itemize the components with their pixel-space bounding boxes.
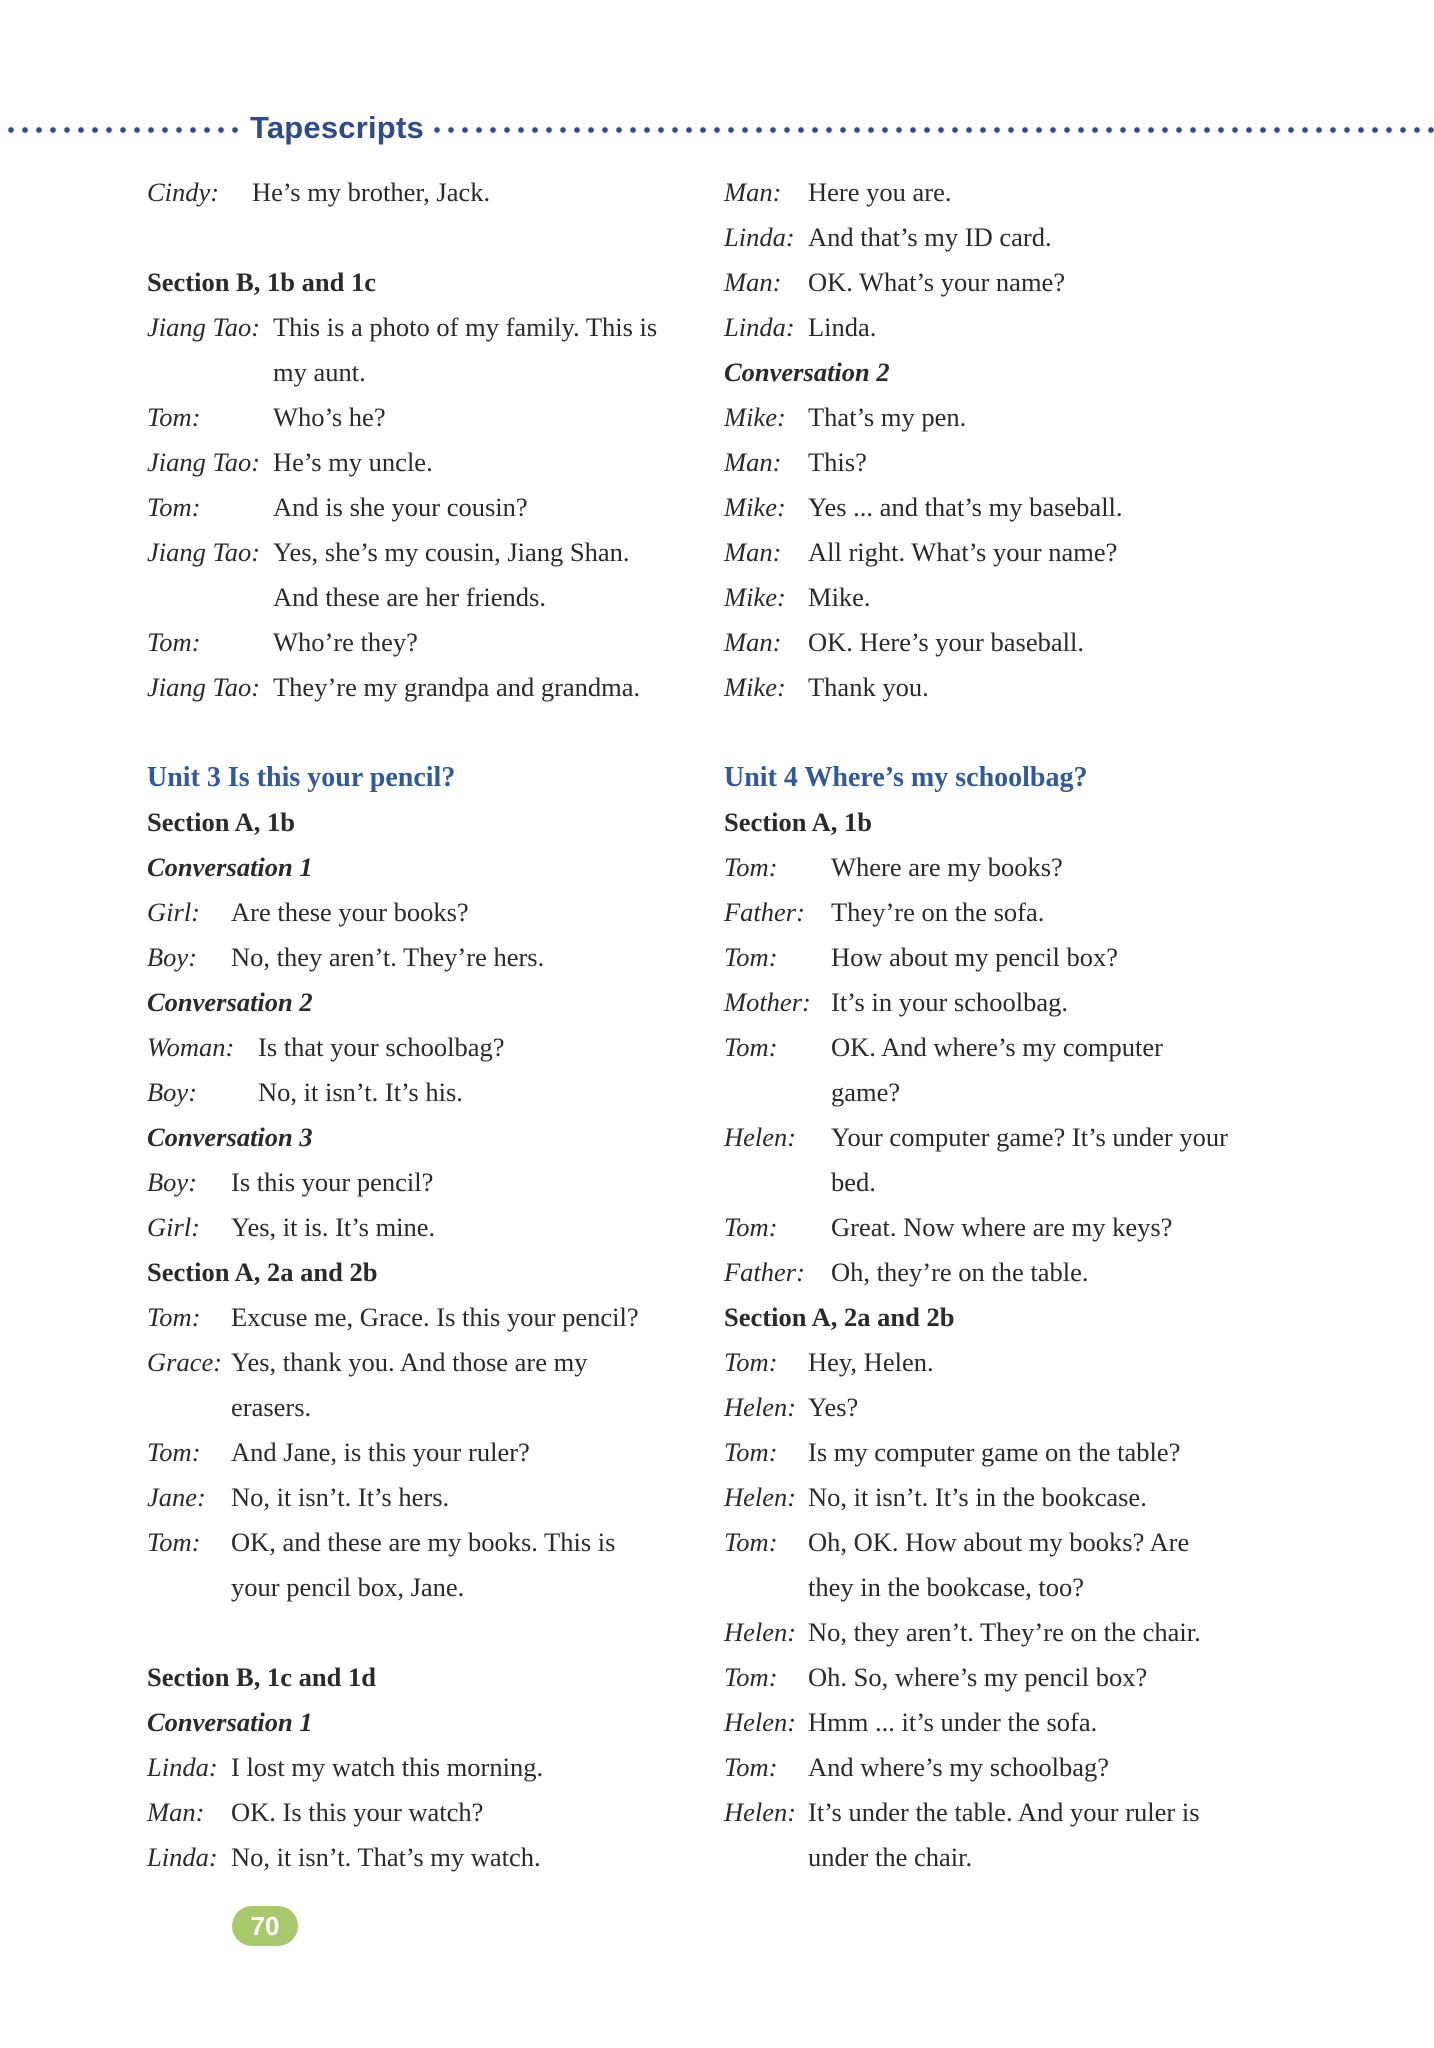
dialogue-text: OK. What’s your name? — [808, 267, 1066, 297]
spacer — [147, 215, 707, 260]
speaker-name: Man: — [724, 537, 782, 567]
dialogue-text: Who’re they? — [273, 627, 418, 657]
dialogue-line — [724, 1430, 1324, 1475]
dialogue-text: I lost my watch this morning. — [231, 1752, 544, 1782]
section-heading: Section B, 1b and 1c — [147, 267, 376, 297]
dialogue-text: How about my pencil box? — [831, 942, 1119, 972]
header-dots-left — [4, 126, 240, 134]
speaker-name: Helen: — [724, 1797, 797, 1827]
dialogue-text: Here you are. — [808, 177, 952, 207]
dialogue-text: Hey, Helen. — [808, 1347, 934, 1377]
dialogue-text: my aunt. — [273, 357, 366, 387]
speaker-name — [147, 350, 273, 395]
dialogue-text: Yes? — [808, 1392, 859, 1422]
speaker-name: Father: — [724, 1257, 805, 1287]
dialogue-line — [147, 530, 707, 575]
speaker-name: Linda: — [147, 1752, 218, 1782]
speaker-name: Helen: — [724, 1392, 797, 1422]
dialogue-text: No, they aren’t. They’re on the chair. — [808, 1617, 1201, 1647]
dialogue-line — [147, 1565, 707, 1610]
dialogue-line — [724, 575, 1324, 620]
dialogue-text: Who’s he? — [273, 402, 386, 432]
dialogue-text: Excuse me, Grace. Is this your pencil? — [231, 1302, 639, 1332]
dialogue-line — [147, 1205, 707, 1250]
dialogue-block — [724, 1340, 1324, 1880]
dialogue-line — [147, 1295, 707, 1340]
dialogue-line — [724, 260, 1324, 305]
dialogue-text: Great. Now where are my keys? — [831, 1212, 1173, 1242]
dialogue-text: OK, and these are my books. This is — [231, 1527, 616, 1557]
speaker-name: Mother: — [724, 987, 811, 1017]
dialogue-line — [724, 395, 1324, 440]
dialogue-text: Oh, they’re on the table. — [831, 1257, 1089, 1287]
dialogue-block — [724, 170, 1324, 350]
speaker-name: Boy: — [147, 942, 198, 972]
dialogue-line — [724, 215, 1324, 260]
dialogue-line — [724, 305, 1324, 350]
speaker-name: Linda: — [724, 312, 795, 342]
dialogue-line — [147, 1790, 707, 1835]
dialogue-text: Yes, it is. It’s mine. — [231, 1212, 436, 1242]
spacer — [147, 1610, 707, 1655]
dialogue-line — [724, 530, 1324, 575]
speaker-name: Mike: — [724, 492, 786, 522]
dialogue-text: He’s my brother, Jack. — [252, 177, 491, 207]
dialogue-text: erasers. — [231, 1392, 312, 1422]
speaker-name: Mike: — [724, 402, 786, 432]
speaker-name: Grace: — [147, 1347, 223, 1377]
speaker-name: Man: — [724, 447, 782, 477]
dialogue-line — [724, 440, 1324, 485]
dialogue-text: He’s my uncle. — [273, 447, 433, 477]
dialogue-block — [147, 305, 707, 710]
speaker-name: Jiang Tao: — [147, 447, 261, 477]
dialogue-line — [724, 1700, 1324, 1745]
dialogue-block — [147, 890, 707, 980]
dialogue-line — [724, 1340, 1324, 1385]
conversation-label: Conversation 2 — [724, 357, 890, 387]
dialogue-line — [724, 1385, 1324, 1430]
speaker-name: Jiang Tao: — [147, 537, 261, 567]
dialogue-line — [147, 170, 707, 215]
speaker-name: Girl: — [147, 1212, 200, 1242]
dialogue-text: No, it isn’t. It’s in the bookcase. — [808, 1482, 1147, 1512]
dialogue-line — [147, 1070, 707, 1115]
speaker-name: Mike: — [724, 582, 786, 612]
dialogue-text: your pencil box, Jane. — [231, 1572, 465, 1602]
speaker-name — [724, 1070, 831, 1115]
speaker-name: Jiang Tao: — [147, 672, 261, 702]
dialogue-text: game? — [831, 1077, 901, 1107]
speaker-name — [724, 1835, 808, 1880]
speaker-name: Linda: — [724, 222, 795, 252]
dialogue-line — [147, 1340, 707, 1385]
dialogue-text: Your computer game? It’s under your — [831, 1122, 1228, 1152]
section-heading: Section A, 2a and 2b — [147, 1257, 378, 1287]
dialogue-text: And Jane, is this your ruler? — [231, 1437, 530, 1467]
dialogue-line — [724, 1745, 1324, 1790]
dialogue-text: They’re on the sofa. — [831, 897, 1045, 927]
speaker-name: Jiang Tao: — [147, 312, 261, 342]
dialogue-text: This is a photo of my family. This is — [273, 312, 658, 342]
spacer — [724, 710, 1324, 755]
speaker-name: Tom: — [147, 1302, 201, 1332]
dialogue-line — [147, 1025, 707, 1070]
speaker-name: Tom: — [724, 1752, 778, 1782]
speaker-name: Linda: — [147, 1842, 218, 1872]
page-number: 70 — [232, 1906, 298, 1946]
dialogue-line — [147, 1430, 707, 1475]
dialogue-block — [147, 170, 707, 215]
dialogue-text: And these are her friends. — [273, 582, 546, 612]
right-column — [724, 170, 1324, 1880]
dialogue-line — [724, 1250, 1324, 1295]
speaker-name: Tom: — [147, 627, 201, 657]
header-dots-right — [430, 126, 1434, 134]
dialogue-text: It’s in your schoolbag. — [831, 987, 1068, 1017]
speaker-name: Man: — [724, 177, 782, 207]
dialogue-text: bed. — [831, 1167, 876, 1197]
left-column — [147, 170, 707, 1880]
dialogue-text: Are these your books? — [231, 897, 469, 927]
page-header — [0, 108, 1434, 148]
dialogue-block — [724, 395, 1324, 710]
speaker-name: Helen: — [724, 1482, 797, 1512]
dialogue-line — [724, 1115, 1324, 1160]
dialogue-line — [724, 1070, 1324, 1115]
dialogue-text: No, they aren’t. They’re hers. — [231, 942, 545, 972]
unit-title: Unit 3 Is this your pencil? — [147, 762, 456, 793]
speaker-name: Boy: — [147, 1077, 198, 1107]
dialogue-text: That’s my pen. — [808, 402, 967, 432]
speaker-name: Tom: — [724, 1437, 778, 1467]
dialogue-line — [147, 665, 707, 710]
dialogue-text: And is she your cousin? — [273, 492, 528, 522]
dialogue-text: OK. And where’s my computer — [831, 1032, 1163, 1062]
speaker-name: Tom: — [147, 402, 201, 432]
speaker-name: Tom: — [724, 1347, 778, 1377]
dialogue-block — [724, 845, 1324, 1295]
dialogue-text: And where’s my schoolbag? — [808, 1752, 1109, 1782]
dialogue-line — [724, 1835, 1324, 1880]
speaker-name: Tom: — [147, 1527, 201, 1557]
section-heading: Section A, 1b — [147, 807, 295, 837]
conversation-label: Conversation 1 — [147, 852, 313, 882]
dialogue-text: under the chair. — [808, 1842, 973, 1872]
dialogue-line — [724, 1655, 1324, 1700]
dialogue-text: Is this your pencil? — [231, 1167, 434, 1197]
dialogue-text: OK. Is this your watch? — [231, 1797, 484, 1827]
speaker-name: Tom: — [724, 1212, 778, 1242]
speaker-name — [724, 1160, 831, 1205]
speaker-name: Tom: — [724, 852, 778, 882]
speaker-name: Tom: — [724, 942, 778, 972]
dialogue-line — [724, 935, 1324, 980]
conversation-label: Conversation 2 — [147, 987, 313, 1017]
dialogue-line — [724, 1475, 1324, 1520]
dialogue-text: No, it isn’t. It’s his. — [258, 1077, 463, 1107]
speaker-name: Helen: — [724, 1122, 797, 1152]
dialogue-text: Yes ... and that’s my baseball. — [808, 492, 1123, 522]
dialogue-text: Hmm ... it’s under the sofa. — [808, 1707, 1098, 1737]
dialogue-text: Oh. So, where’s my pencil box? — [808, 1662, 1148, 1692]
dialogue-text: Thank you. — [808, 672, 929, 702]
dialogue-text: Yes, she’s my cousin, Jiang Shan. — [273, 537, 630, 567]
dialogue-line — [147, 485, 707, 530]
dialogue-line — [724, 1160, 1324, 1205]
dialogue-line — [147, 305, 707, 350]
speaker-name: Tom: — [724, 1662, 778, 1692]
speaker-name — [147, 1565, 231, 1610]
dialogue-line — [147, 1385, 707, 1430]
dialogue-text: Is that your schoolbag? — [258, 1032, 505, 1062]
dialogue-line — [724, 845, 1324, 890]
spacer — [147, 710, 707, 755]
dialogue-line — [724, 1025, 1324, 1070]
dialogue-text: They’re my grandpa and grandma. — [273, 672, 641, 702]
conversation-label: Conversation 1 — [147, 1707, 313, 1737]
dialogue-text: No, it isn’t. That’s my watch. — [231, 1842, 541, 1872]
section-heading: Section A, 2a and 2b — [724, 1302, 955, 1332]
dialogue-text: OK. Here’s your baseball. — [808, 627, 1084, 657]
dialogue-text: It’s under the table. And your ruler is — [808, 1797, 1200, 1827]
speaker-name: Tom: — [724, 1527, 778, 1557]
conversation-label: Conversation 3 — [147, 1122, 313, 1152]
dialogue-line — [147, 935, 707, 980]
speaker-name — [147, 575, 273, 620]
dialogue-line — [724, 620, 1324, 665]
dialogue-block — [147, 1025, 707, 1115]
speaker-name: Father: — [724, 897, 805, 927]
dialogue-block — [147, 1745, 707, 1880]
dialogue-line — [147, 620, 707, 665]
header-title: Tapescripts — [250, 110, 424, 145]
dialogue-text: And that’s my ID card. — [808, 222, 1052, 252]
dialogue-text: Linda. — [808, 312, 877, 342]
dialogue-line — [147, 1835, 707, 1880]
dialogue-line — [724, 485, 1324, 530]
dialogue-text: All right. What’s your name? — [808, 537, 1118, 567]
dialogue-text: Where are my books? — [831, 852, 1063, 882]
speaker-name: Jane: — [147, 1482, 206, 1512]
section-heading: Section A, 1b — [724, 807, 872, 837]
speaker-name — [147, 1385, 231, 1430]
dialogue-line — [147, 890, 707, 935]
dialogue-line — [724, 1520, 1324, 1565]
dialogue-text: Mike. — [808, 582, 871, 612]
dialogue-line — [147, 575, 707, 620]
speaker-name: Helen: — [724, 1707, 797, 1737]
speaker-name: Tom: — [147, 492, 201, 522]
speaker-name: Helen: — [724, 1617, 797, 1647]
dialogue-block — [147, 1295, 707, 1610]
dialogue-text: they in the bookcase, too? — [808, 1572, 1084, 1602]
speaker-name: Woman: — [147, 1032, 235, 1062]
dialogue-text: Yes, thank you. And those are my — [231, 1347, 588, 1377]
dialogue-text: This? — [808, 447, 867, 477]
speaker-name: Tom: — [724, 1032, 778, 1062]
dialogue-block — [147, 1160, 707, 1250]
dialogue-line — [724, 980, 1324, 1025]
speaker-name: Man: — [724, 267, 782, 297]
dialogue-line — [147, 440, 707, 485]
dialogue-line — [724, 665, 1324, 710]
dialogue-line — [147, 350, 707, 395]
speaker-name: Boy: — [147, 1167, 198, 1197]
section-heading: Section B, 1c and 1d — [147, 1662, 376, 1692]
speaker-name: Cindy: — [147, 177, 220, 207]
dialogue-line — [147, 395, 707, 440]
dialogue-line — [724, 1790, 1324, 1835]
dialogue-line — [147, 1475, 707, 1520]
unit-title: Unit 4 Where’s my schoolbag? — [724, 762, 1088, 793]
dialogue-line — [724, 1205, 1324, 1250]
dialogue-line — [724, 1610, 1324, 1655]
dialogue-text: Oh, OK. How about my books? Are — [808, 1527, 1190, 1557]
speaker-name: Mike: — [724, 672, 786, 702]
dialogue-line — [724, 1565, 1324, 1610]
speaker-name: Man: — [147, 1797, 205, 1827]
speaker-name — [724, 1565, 808, 1610]
dialogue-line — [147, 1160, 707, 1205]
dialogue-line — [147, 1745, 707, 1790]
dialogue-text: No, it isn’t. It’s hers. — [231, 1482, 450, 1512]
dialogue-text: Is my computer game on the table? — [808, 1437, 1181, 1467]
dialogue-line — [724, 890, 1324, 935]
speaker-name: Man: — [724, 627, 782, 657]
dialogue-line — [724, 170, 1324, 215]
speaker-name: Tom: — [147, 1437, 201, 1467]
speaker-name: Girl: — [147, 897, 200, 927]
dialogue-line — [147, 1520, 707, 1565]
